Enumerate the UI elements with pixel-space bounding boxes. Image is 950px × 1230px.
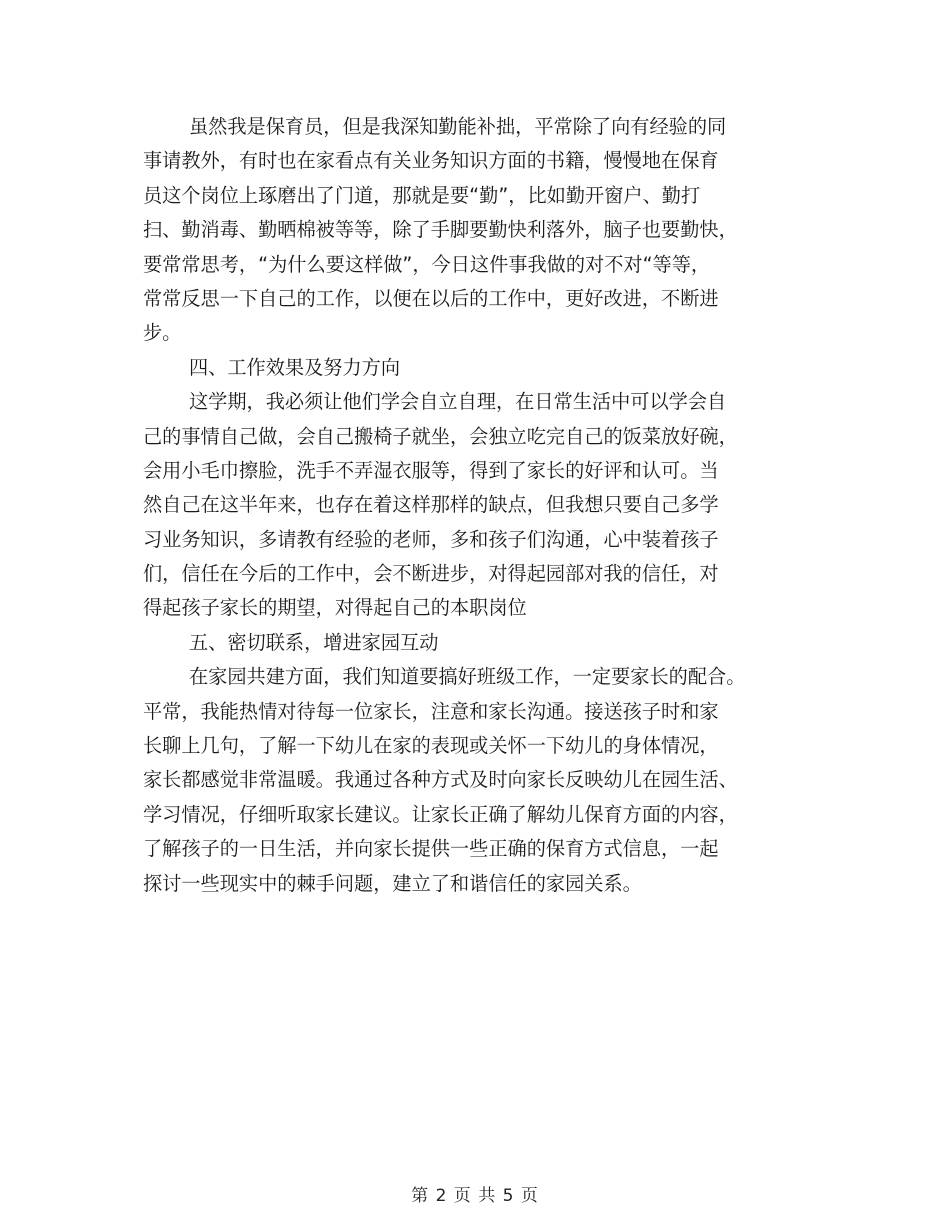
paragraph-line: 这学期，我必须让他们学会自立自理，在日常生活中可以学会自 xyxy=(189,390,727,414)
paragraph-line: 己的事情自己做，会自己搬椅子就坐，会独立吃完自己的饭菜放好碗， xyxy=(143,424,738,448)
paragraph-line: 事请教外，有时也在家看点有关业务知识方面的书籍，慢慢地在保育 xyxy=(143,149,719,173)
section-heading: 五、密切联系，增进家园互动 xyxy=(189,630,439,654)
paragraph-line: 探讨一些现实中的棘手问题，建立了和谐信任的家园关系。 xyxy=(143,871,642,895)
paragraph-line: 长聊上几句，了解一下幼儿在家的表现或关怀一下幼儿的身体情况， xyxy=(143,734,719,758)
paragraph-line: 平常，我能热情对待每一位家长，注意和家长沟通。接送孩子时和家 xyxy=(143,699,719,723)
paragraph-line: 习业务知识，多请教有经验的老师，多和孩子们沟通，心中装着孩子 xyxy=(143,527,719,551)
paragraph-line: 然自己在这半年来，也存在着这样那样的缺点，但我想只要自己多学 xyxy=(143,493,719,517)
paragraph-line: 要常常思考，“为什么要这样做”，今日这件事我做的对不对“等等， xyxy=(143,252,711,276)
section-heading: 四、工作效果及努力方向 xyxy=(189,355,401,379)
paragraph-line: 常常反思一下自己的工作，以便在以后的工作中，更好改进，不断进 xyxy=(143,286,719,310)
document-body xyxy=(143,110,815,901)
paragraph-line: 虽然我是保育员，但是我深知勤能补拙，平常除了向有经验的同 xyxy=(189,115,727,138)
page-number-footer: 第 2 页 共 5 页 xyxy=(411,1186,539,1206)
paragraph-line: 员这个岗位上琢磨出了门道，那就是要“勤”，比如勤开窗户、勤打 xyxy=(143,183,701,207)
paragraph-line: 了解孩子的一日生活，并向家长提供一些正确的保育方式信息，一起 xyxy=(143,837,719,861)
paragraph-line: 得起孩子家长的期望，对得起自己的本职岗位 xyxy=(143,596,527,620)
paragraph-line: 会用小毛巾擦脸，洗手不弄湿衣服等，得到了家长的好评和认可。当 xyxy=(143,458,719,482)
paragraph-line: 扫、勤消毒、勤晒棉被等等，除了手脚要勤快利落外，脑子也要勤快， xyxy=(143,218,738,242)
paragraph-line: 在家园共建方面，我们知道要搞好班级工作，一定要家长的配合。 xyxy=(189,665,746,689)
paragraph-line: 步。 xyxy=(143,321,182,345)
paragraph-line: 学习情况，仔细听取家长建议。让家长正确了解幼儿保育方面的内容， xyxy=(143,802,738,826)
paragraph-line: 家长都感觉非常温暖。我通过各种方式及时向家长反映幼儿在园生活、 xyxy=(143,768,738,792)
paragraph-line: 们，信任在今后的工作中，会不断进步，对得起园部对我的信任，对 xyxy=(143,562,719,586)
